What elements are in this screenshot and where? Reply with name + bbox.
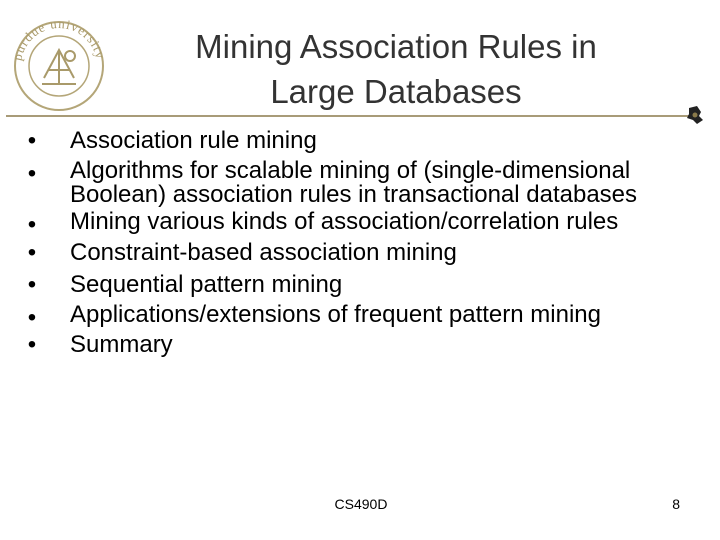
bullet-dot: •	[27, 331, 37, 358]
list-item	[22, 156, 662, 208]
list-item	[22, 126, 662, 155]
bullet-dot: •	[27, 211, 37, 238]
seal-ring-text: purdue university	[9, 18, 109, 62]
list-item	[22, 238, 662, 267]
footer-course-code: CS490D	[334, 496, 388, 512]
bullet-text: Association rule mining	[70, 127, 317, 154]
bullet-text: Constraint-based association mining	[70, 238, 457, 266]
list-item	[22, 208, 662, 238]
bullet-dot: •	[27, 303, 37, 331]
bullet-text: Algorithms for scalable mining of (single-dimensional Boolean) association rules in transactional databases	[70, 156, 638, 208]
title-divider	[6, 115, 694, 117]
clip-ornament-icon	[683, 104, 707, 128]
title-line-2: Large Databases	[270, 73, 522, 110]
bullet-dot: •	[27, 127, 37, 154]
slide-title	[128, 24, 664, 114]
bullet-text: Summary	[70, 331, 173, 358]
list-item	[22, 330, 662, 359]
title-line-1: Mining Association Rules in	[195, 28, 597, 65]
bullet-dot: •	[27, 159, 37, 187]
list-item	[22, 300, 662, 331]
university-seal-icon	[4, 18, 114, 114]
bullet-dot: •	[27, 271, 37, 298]
footer-page-number: 8	[672, 496, 680, 512]
bullet-text: Mining various kinds of association/correlation rules	[70, 208, 619, 235]
bullet-text: Applications/extensions of frequent pattern mining	[70, 300, 601, 328]
bullet-dot: •	[27, 238, 37, 266]
bullet-text: Sequential pattern mining	[70, 271, 343, 298]
list-item	[22, 270, 662, 299]
bullet-list	[22, 126, 662, 363]
